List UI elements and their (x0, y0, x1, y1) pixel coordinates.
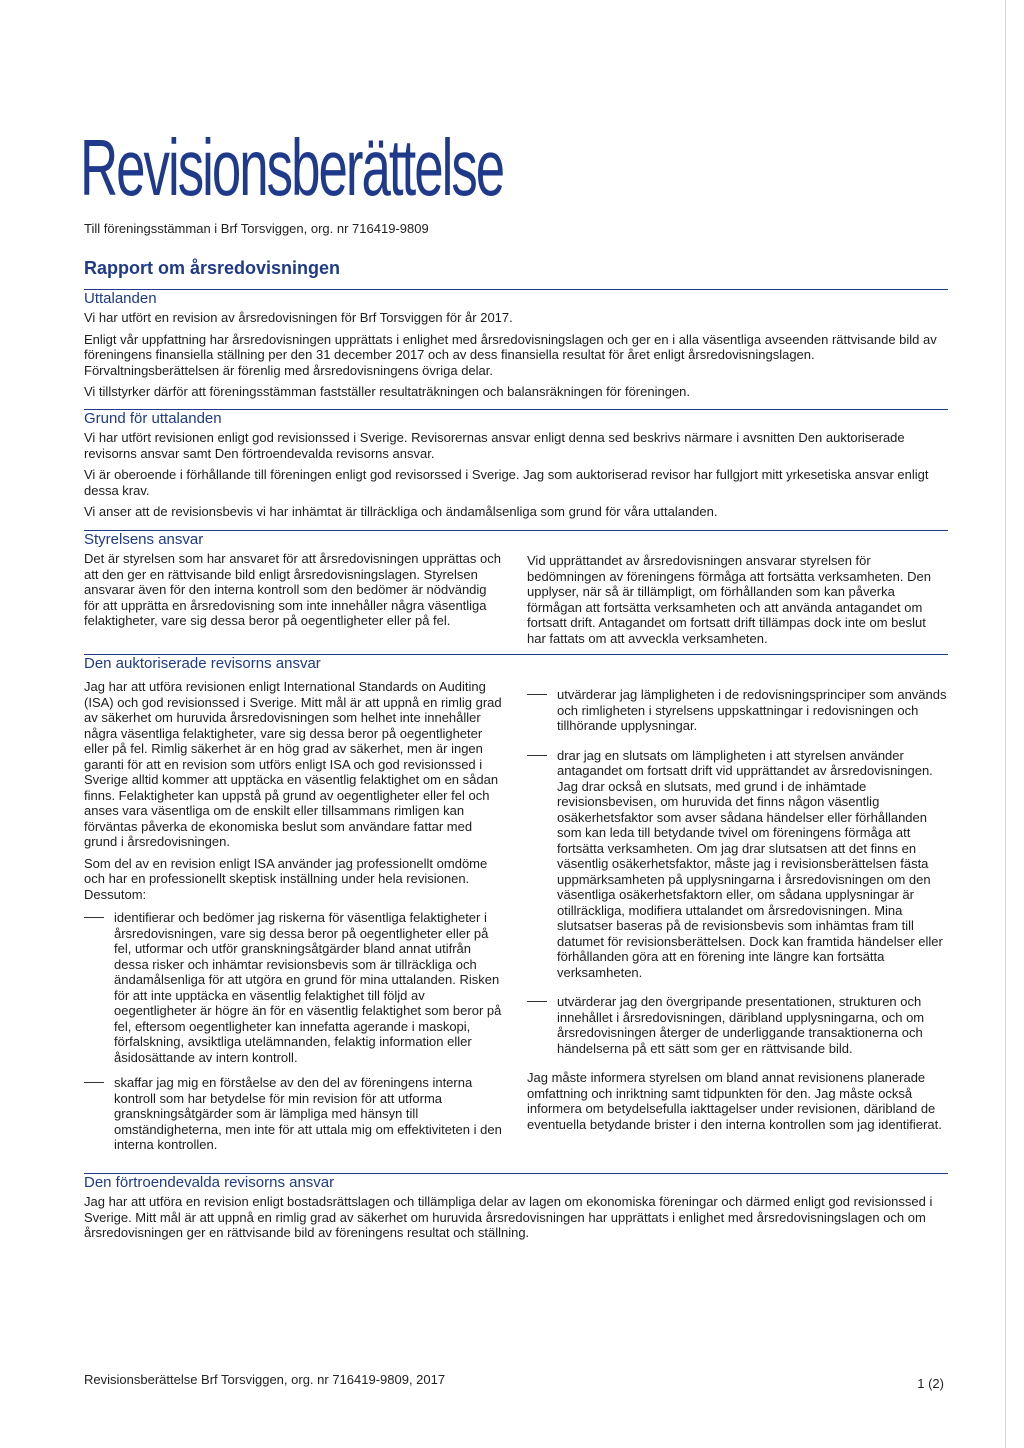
bullet-list (527, 687, 948, 1056)
dash-icon (527, 755, 547, 756)
list-item (84, 910, 504, 1065)
list-item-text: identifierar och bedömer jag riskerna för väsentliga felaktigheter i årsredovisningen, vare sig dessa beror på oegentligheter eller på fel, utformar och utför granskningsåtgärder bland annat utifrån dessa risker och inhämtar revisionsbevis som är tillräckliga och ändamålsenliga för att utgöra en grund för mina uttalanden. Risken för att inte upptäcka en väsentlig felaktighet till följd av oegentligheter är högre än för en väsentlig felaktighet som beror på fel, eftersom oegentligheter kan innefatta agerande i maskopi, förfalskning, avsiktliga utelämnanden, felaktig information eller åsidosättande av intern kontroll. (114, 910, 502, 1065)
paragraph: Vid upprättandet av årsredovisningen ansvarar styrelsen för bedömningen av föreningens förmåga att fortsätta verksamheten. Den upplyser, när så är tillämpligt, om förhållanden som kan påverka förmågan att fortsätta verksamheten och att använda antagandet om fortsatt drift. Antagandet om fortsatt drift tillämpas dock inte om beslut har fattats om att avveckla verksamheten. (527, 553, 931, 646)
paragraph: Vi har utfört revisionen enligt god revisionssed i Sverige. Revisorernas ansvar enligt denna sed beskrivs närmare i avsnitten Den auktoriserade revisorns ansvar samt Den förtroendevalda revisorns ansvar. (84, 430, 905, 461)
paragraph: Vi har utfört en revision av årsredovisningen för Brf Torsviggen för år 2017. (84, 310, 513, 325)
grund-section (84, 410, 948, 526)
page-number: 1 (2) (917, 1376, 944, 1391)
auktoriserade-right-column (527, 687, 948, 1138)
list-item (527, 994, 948, 1056)
fortroendevalda-heading: Den förtroendevalda revisorns ansvar (84, 1174, 335, 1191)
paragraph: Jag har att utföra en revision enligt bostadsrättslagen och tillämpliga delar av lagen om ekonomiska föreningar och därmed enligt god revisionssed i Sverige. Mitt mål är att uppnå en rimlig grad av säkerhet om huruvida årsredovisningen har upprättats i enlighet med årsredovisningslagen och om årsredovisningen ger en rättvisande bild av föreningens resultat och ställning. (84, 1194, 933, 1240)
uttalanden-heading: Uttalanden (84, 290, 157, 307)
paragraph: Vi anser att de revisionsbevis vi har inhämtat är tillräckliga och ändamålsenliga som grund för våra uttalanden. (84, 504, 718, 519)
list-item-text: skaffar jag mig en förståelse av den del av föreningens interna kontroll som har betydelse för min revision för att utforma granskningsåtgärder som är lämpliga med hänsyn till omständigheterna, men inte för att uttala mig om effektiviteten i den interna kontrollen. (114, 1075, 502, 1152)
paragraph: Enligt vår uppfattning har årsredovisningen upprättats i enlighet med årsredovisningslagen och ger en i alla väsentliga avseenden rättvisande bild av föreningens finansiella ställning per den 31 december 2017 och av dess finansiella resultat för året enligt årsredovisningslagen. Förvaltningsberättelsen är förenlig med årsredovisningens övriga delar. (84, 331, 937, 378)
auktoriserade-heading: Den auktoriserade revisorns ansvar (84, 655, 321, 672)
list-item-text: drar jag en slutsats om lämpligheten i att styrelsen använder antagandet om fortsatt drift vid upprättandet av årsredovisningen. Jag drar också en slutsats, med grund i de inhämtade revisionsbevisen, om huruvida det finns någon väsentlig osäkerhetsfaktor som avser sådana händelser eller förhållanden som kan leda till betydande tvivel om föreningens förmåga att fortsätta verksamheten. Om jag drar slutsatsen att det finns en väsentlig osäkerhetsfaktor, måste jag i revisionsberättelsen fästa uppmärksamheten på upplysningarna i årsredovisningen om den väsentliga osäkerhetsfaktorn eller, om sådana upplysningar är otillräckliga, modifiera uttalandet om årsredovisningen. Mina slutsatser baseras på de revisionsbevis som inhämtas fram till datumet för revisionsberättelsen. Dock kan framtida händelser eller förhållanden göra att en förening inte längre kan fortsätta verksamheten. (557, 747, 943, 980)
uttalanden-section (84, 290, 948, 406)
paragraph: Vi är oberoende i förhållande till föreningen enligt god revisorssed i Sverige. Jag som auktoriserad revisor har fullgjort mitt yrkesetiska ansvar enligt dessa krav. (84, 467, 929, 498)
list-item-text: utvärderar jag lämpligheten i de redovisningsprinciper som används och rimligheten i styrelsens uppskattningar i redovisningen och tillhörande upplysningar. (557, 687, 947, 733)
list-item (527, 687, 948, 734)
scan-edge-line (1005, 0, 1006, 1448)
styrelsen-left-column (84, 531, 504, 635)
bullet-list (84, 910, 504, 1153)
paragraph: Jag måste informera styrelsen om bland annat revisionens planerade omfattning och inriktning samt tidpunkten för den. Jag måste också informera om betydelsefulla iakttagelser under revisionen, däribland de eventuella betydande brister i den interna kontrollen som jag identifierat. (527, 1070, 942, 1132)
styrelsen-right-column (527, 553, 948, 652)
dash-icon (527, 694, 547, 695)
footer-text: Revisionsberättelse Brf Torsviggen, org. nr 716419-9809, 2017 (84, 1372, 446, 1387)
document-title: Revisionsberättelse (80, 123, 504, 212)
fortroendevalda-section (84, 1174, 948, 1247)
list-item (84, 1075, 504, 1153)
paragraph: Som del av en revision enligt ISA använder jag professionellt omdöme och har en professionellt skeptisk inställning under hela revisionen. Dessutom: (84, 855, 488, 902)
grund-heading: Grund för uttalanden (84, 410, 222, 427)
list-item-text: utvärderar jag den övergripande presentationen, strukturen och innehållet i årsredovisningen, däribland upplysningarna, och om årsredovisningen återger de underliggande transaktionerna och händelserna på ett sätt som ger en rättvisande bild. (557, 994, 925, 1056)
paragraph: Vi tillstyrker därför att föreningsstämman fastställer resultaträkningen och balansräkningen för föreningen. (84, 384, 691, 399)
auktoriserade-left-column (84, 655, 504, 1159)
paragraph: Det är styrelsen som har ansvaret för att årsredovisningen upprättas och att den ger en rättvisande bild enligt årsredovisningslagen. Styrelsen ansvarar även för den interna kontroll som den bedömer är nödvändig för att upprätta en årsredovisning som inte innehåller några väsentliga felaktigheter, vare sig dessa beror på oegentligheter eller på fel. (84, 551, 501, 628)
dash-icon (84, 1082, 104, 1083)
styrelsen-heading: Styrelsens ansvar (84, 531, 204, 548)
dash-icon (84, 917, 104, 918)
section-title: Rapport om årsredovisningen (84, 258, 341, 278)
dash-icon (527, 1001, 547, 1002)
addressee-line: Till föreningsstämman i Brf Torsviggen, org. nr 716419-9809 (84, 221, 429, 236)
list-item (527, 748, 948, 981)
paragraph: Jag har att utföra revisionen enligt International Standards on Auditing (ISA) och god revisionssed i Sverige. Mitt mål är att uppnå en rimlig grad av säkerhet om huruvida årsredovisningen som helhet inte innehåller några väsentliga felaktigheter, vare sig dessa beror på oegentligheter eller på fel. Rimlig säkerhet är en hög grad av säkerhet, men är ingen garanti för att en revision som utförs enligt ISA och god revisionssed i Sverige alltid kommer att upptäcka en väsentlig felaktighet om en sådan finns. Felaktigheter kan uppstå på grund av oegentligheter eller fel och anses vara väsentliga om de enskilt eller tillsammans rimligen kan förväntas påverka de ekonomiska beslut som användare fattar med grund i årsredovisningen. (84, 679, 502, 849)
